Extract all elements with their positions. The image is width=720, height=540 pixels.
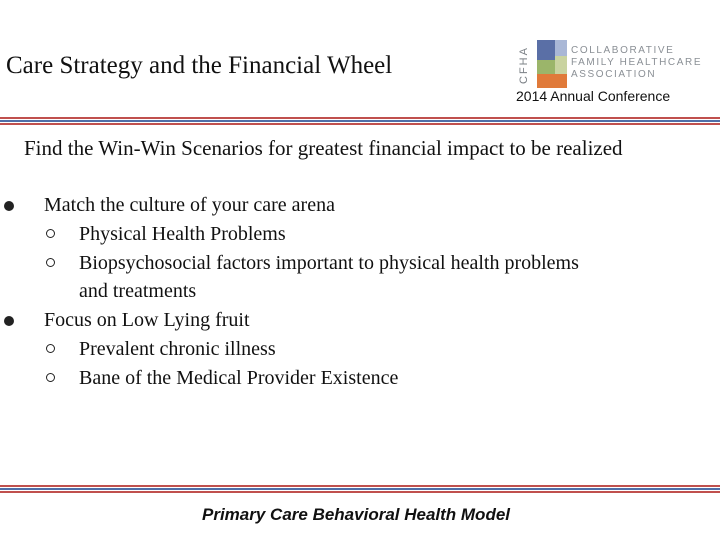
- logo-wordmark: [571, 45, 702, 81]
- logo-mark-text: CFHA: [518, 46, 530, 84]
- bullet-dot-icon: [4, 201, 14, 211]
- top-divider-stripe: [0, 117, 720, 127]
- bottom-divider-stripe: [0, 485, 720, 495]
- slide-subtitle: Find the Win-Win Scenarios for greatest financial impact to be realized: [24, 136, 623, 160]
- bullet-text: Focus on Low Lying fruit: [44, 309, 250, 331]
- bullet-circle-icon: [46, 373, 55, 382]
- slide-footer: Primary Care Behavioral Health Model: [202, 505, 511, 524]
- bullet-circle-icon: [46, 344, 55, 353]
- bullet-text: Match the culture of your care arena: [44, 194, 335, 216]
- bullet-circle-icon: [46, 229, 55, 238]
- conference-label: 2014 Annual Conference: [516, 88, 671, 104]
- logo-line: COLLABORATIVE: [571, 45, 675, 56]
- bullet-text: Prevalent chronic illness: [79, 338, 276, 360]
- bullet-circle-icon: [46, 258, 55, 267]
- bullet-text: Biopsychosocial factors important to physical health problems: [79, 252, 579, 274]
- logo-mark-icon: [537, 40, 567, 88]
- logo-line: FAMILY HEALTHCARE: [571, 57, 703, 68]
- slide-title: Care Strategy and the Financial Wheel: [6, 52, 393, 79]
- logo-line: ASSOCIATION: [571, 69, 657, 80]
- bullet-dot-icon: [4, 316, 14, 326]
- bullet-text: and treatments: [79, 280, 197, 302]
- bullet-text: Physical Health Problems: [79, 223, 286, 245]
- bullet-text: Bane of the Medical Provider Existence: [79, 367, 399, 389]
